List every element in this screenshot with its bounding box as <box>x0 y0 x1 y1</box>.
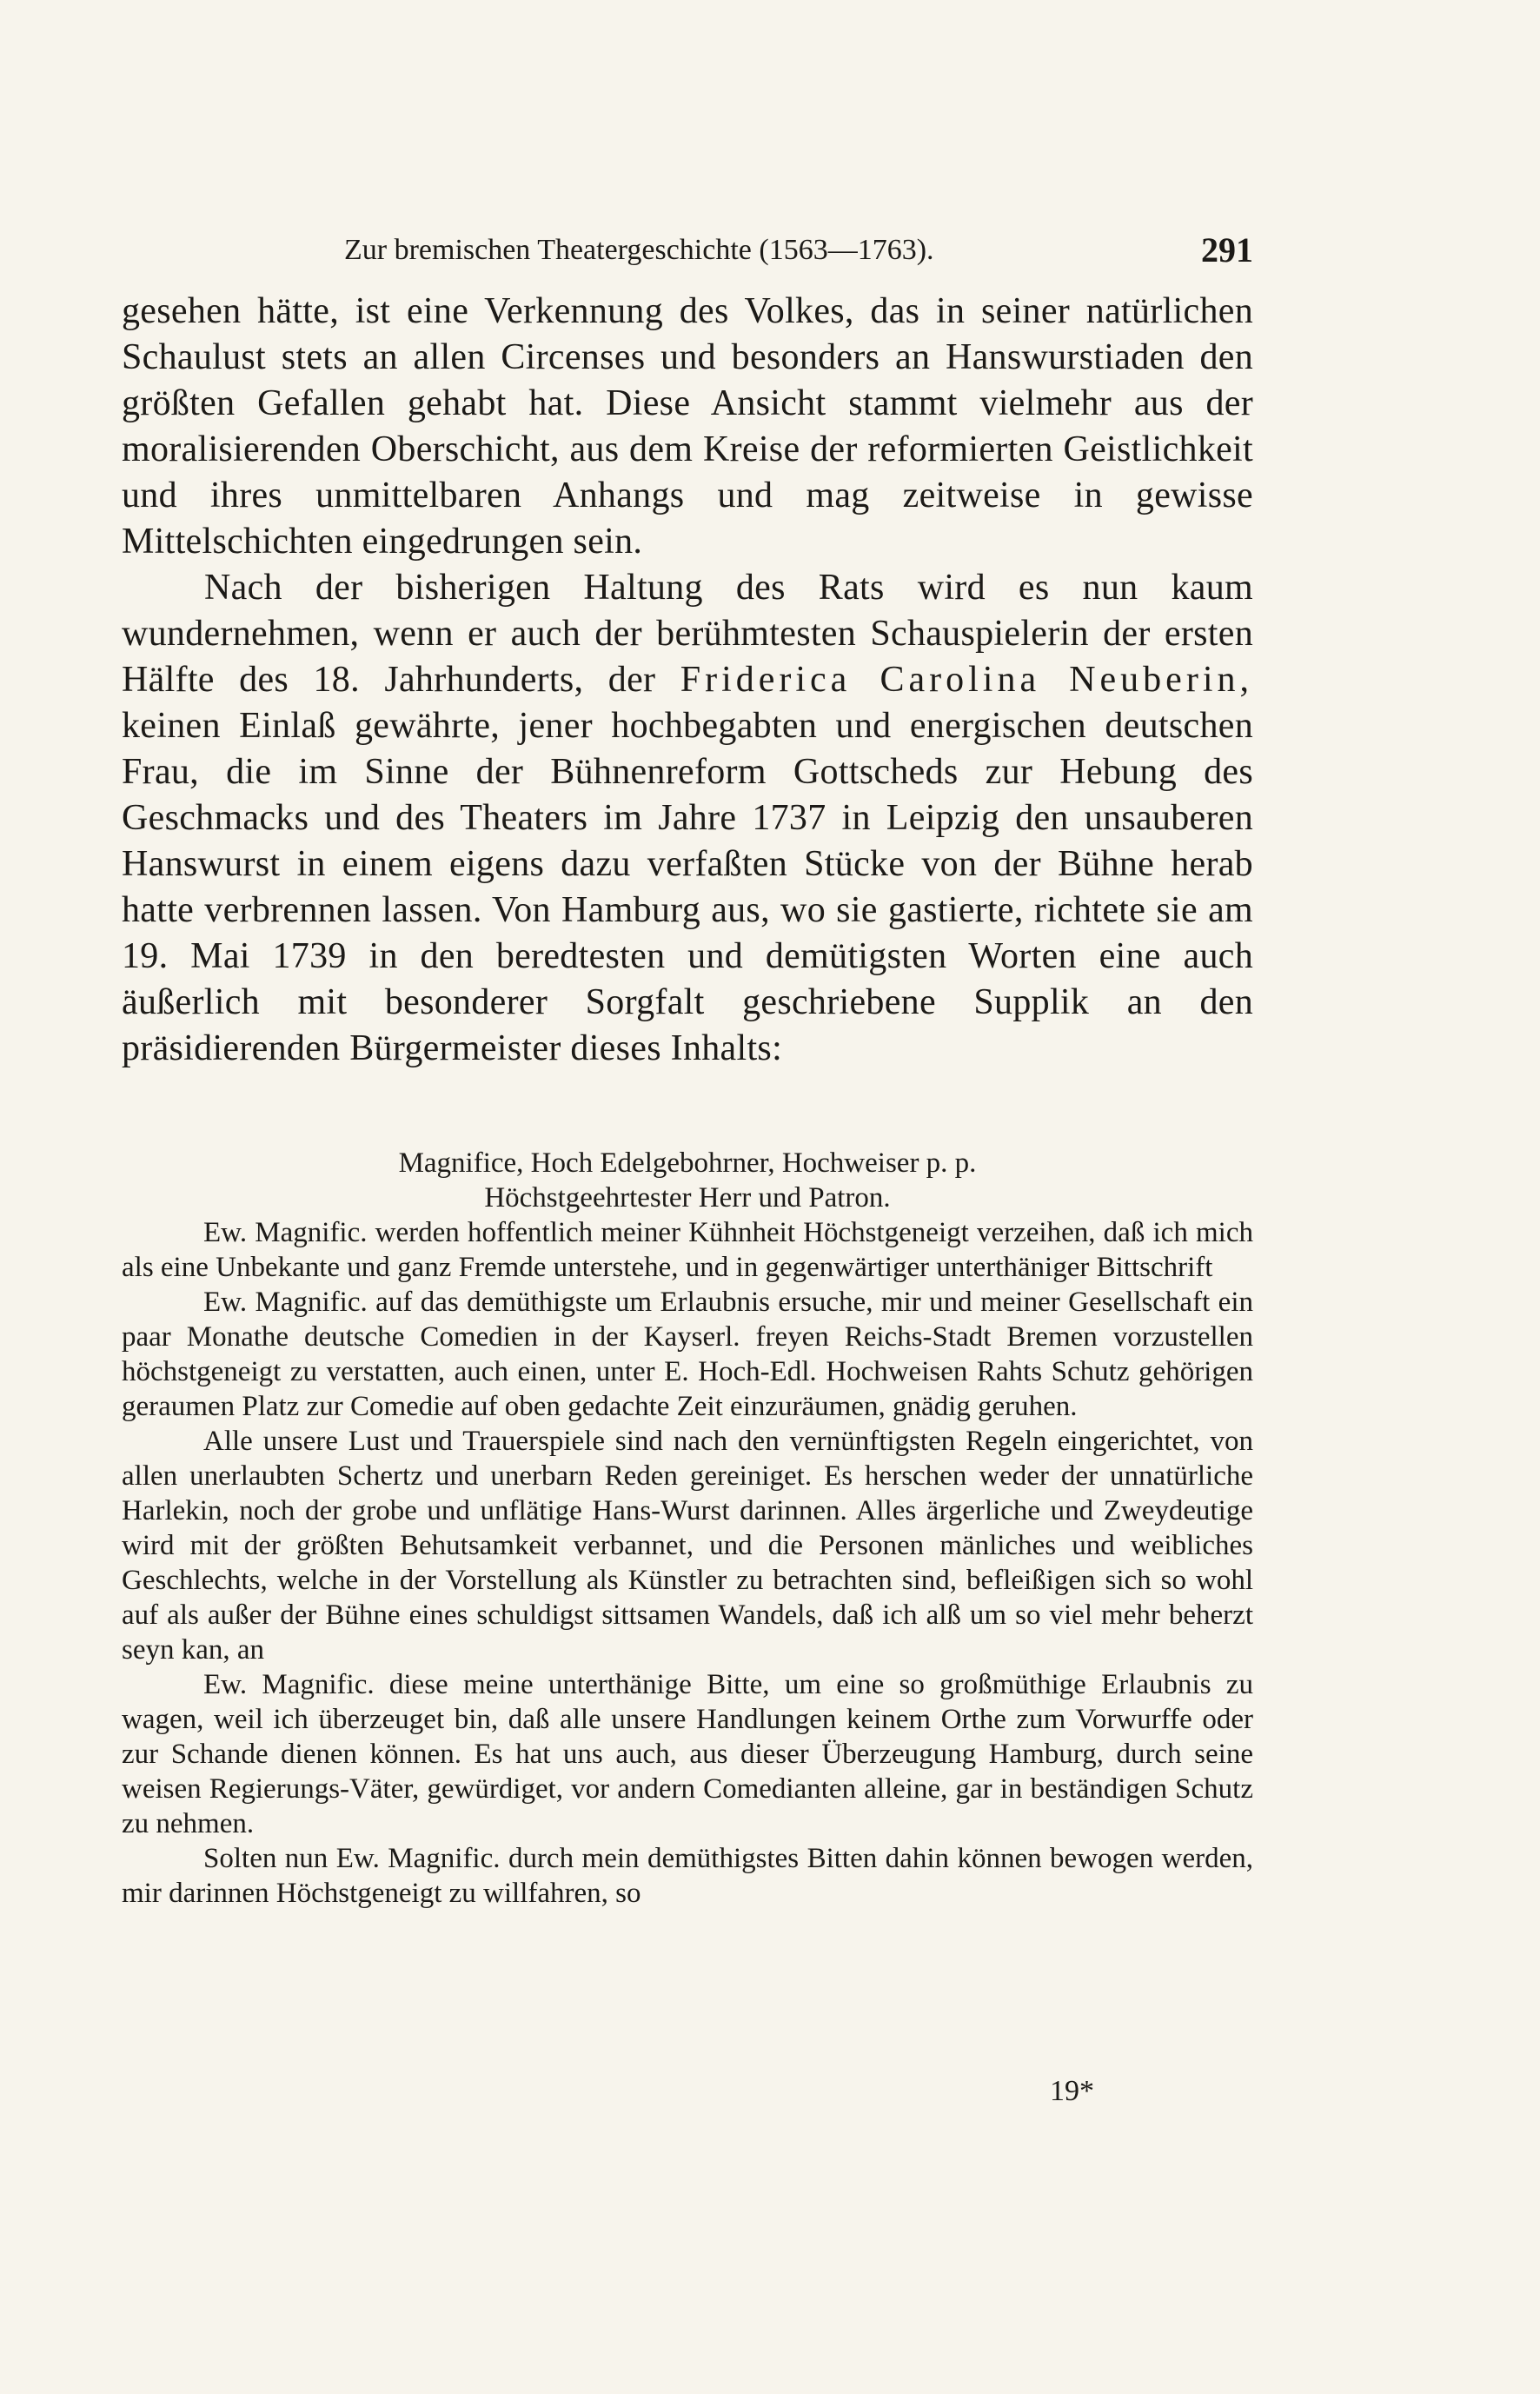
running-title: Zur bremischen Theatergeschichte (1563—1763). <box>344 234 934 266</box>
page-number: 291 <box>1201 230 1253 269</box>
letter-paragraph-5: Solten nun Ew. Magnific. durch mein demüthigstes Bitten dahin können bewogen werden, mir darinnen Höchstgeneigt zu willfahren, so <box>122 1843 1253 1909</box>
body-paragraph-2-part-1: Nach der bisherigen Haltung des Rats wird es nun kaum wundernehmen, wenn er auch der berühmtesten Schauspielerin der ersten Hälfte des 18. Jahrhunderts, der <box>122 568 1253 700</box>
printer-signature-mark: 19* <box>1050 2075 1094 2107</box>
salutation-line-2: Höchstgeehrtester Herr und Patron. <box>484 1182 891 1214</box>
letter-paragraph-2: Ew. Magnific. auf das demüthigste um Erlaubnis ersuche, mir und meiner Gesellschaft ein paar Monathe deutsche Comedien in der Kayserl. freyen Reichs-Stadt Bremen vorzustellen höchstgeneigt zu verstatten, auch einen, unter E. Hoch-Edl. Hochweisen Rahts Schutz gehörigen geraumen Platz zur Comedie auf oben gedachte Zeit einzuräumen, gnädig geruhen. <box>122 1287 1253 1422</box>
letter-paragraph-4: Ew. Magnific. diese meine unterthänige Bitte, um eine so großmüthige Erlaubnis zu wagen, weil ich überzeuget bin, daß alle unsere Handlungen keinem Orthe zum Vorwurffe oder zur Schande dienen können. Es hat uns auch, aus dieser Überzeugung Hamburg, durch seine weisen Regierungs-Väter, gewürdiget, vor andern Comedianten alleine, gar in beständigen Schutz zu nehmen. <box>122 1669 1253 1839</box>
body-text <box>122 289 1253 1072</box>
body-paragraph-1: gesehen hätte, ist eine Verkennung des Volkes, das in seiner natürlichen Schaulust stets an allen Circenses und besonders an Hanswurstiaden den größten Gefallen gehabt hat. Diese Ansicht stammt vielmehr aus der moralisierenden Oberschicht, aus dem Kreise der reformierten Geistlichkeit und ihres unmittelbaren Anhangs und mag zeitweise in gewisse Mittelschichten eingedrungen sein. <box>122 291 1253 562</box>
body-paragraph-2 <box>122 565 1253 1072</box>
page-header <box>122 224 1253 276</box>
letter-paragraph-3: Alle unsere Lust und Trauerspiele sind nach den vernünftigsten Regeln eingerichtet, von allen unerlaubten Schertz und unerbarn Reden gereiniget. Es herschen weder der unnatürliche Harlekin, noch der grobe und unflätige Hans-Wurst darinnen. Alles ärgerliche und Zweydeutige wird mit der größten Behutsamkeit verbannet, und die Personen mänliches und weibliches Geschlechts, welche in der Vorstellung als Künstler zu betrachten sind, befleißigen sich so wohl auf als außer der Bühne eines schuldigst sittsamen Wandels, daß ich alß um so viel mehr beherzt seyn kan, an <box>122 1426 1253 1666</box>
letter-paragraph-1: Ew. Magnific. werden hoffentlich meiner Kühnheit Höchstgeneigt verzeihen, daß ich mich als eine Unbekante und ganz Fremde unterstehe, und in gegenwärtiger unterthäniger Bittschrift <box>122 1217 1253 1283</box>
salutation-line-1: Magnifice, Hoch Edelgebohrner, Hochweiser p. p. <box>398 1147 977 1179</box>
body-paragraph-2-part-2: keinen Einlaß gewährte, jener hochbegabten und energischen deutschen Frau, die im Sinne der Bühnenreform Gottscheds zur Hebung des Geschmacks und des Theaters im Jahre 1737 in Leipzig den unsauberen Hanswurst in einem eigens dazu verfaßten Stücke von der Bühne herab hatte verbrennen lassen. Von Hamburg aus, wo sie gastierte, richtete sie am 19. Mai 1739 in den beredtesten und demütigsten Worten eine auch äußerlich mit besonderer Sorgfalt geschriebene Supplik an den präsidierenden Bürgermeister dieses Inhalts: <box>122 706 1253 1068</box>
letter-quote <box>122 1146 1253 1911</box>
neuberin-name: Friderica Carolina Neuberin, <box>680 660 1253 700</box>
